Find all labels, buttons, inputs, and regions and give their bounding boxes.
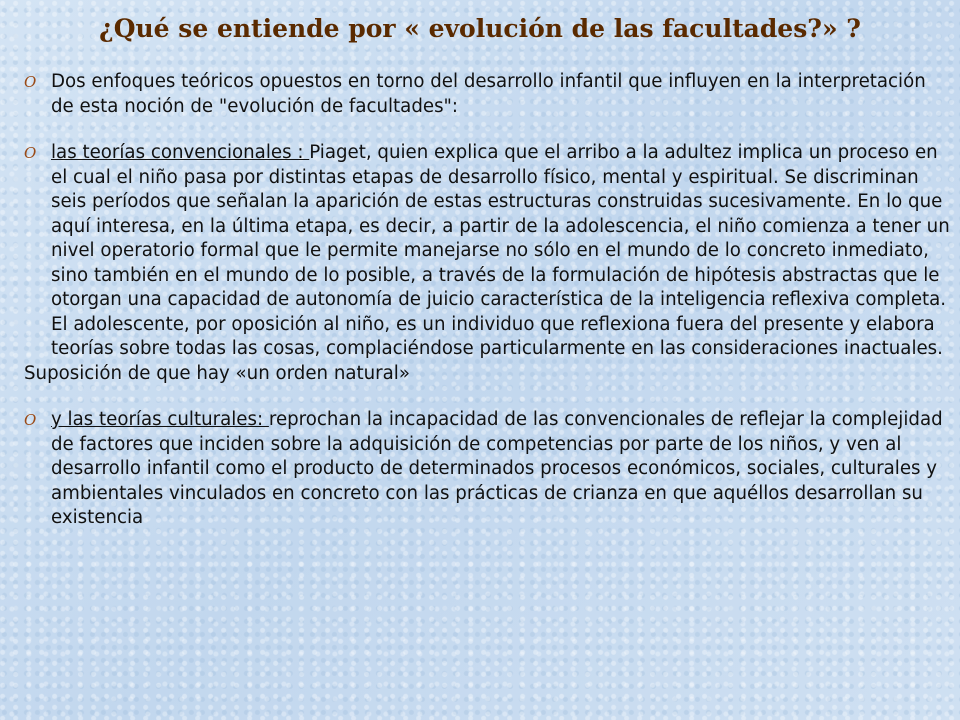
slide-title: ¿Qué se entiende por « evolución de las facultades?» ? [99,14,861,43]
bullet-icon: O [24,411,37,429]
note-orden-natural: Suposición de que hay «un orden natural» [24,362,410,384]
bullet-item-teorias-convencionales [24,141,954,362]
bullet-text: Piaget, quien explica que el arribo a la adultez implica un proceso en el cual el niño pasa por distintas etapas de desarrollo físico, mental y espiritual. Se discriminan seis períodos que señalan la aparición de estas estructuras construidas sucesivamente. En lo que aquí interesa, en la última etapa, es decir, a partir de la adolescencia, el niño comienza a tener un nivel operatorio formal que le permite manejarse no sólo en el mundo de lo concreto inmediato, sino también en el mundo de lo posible, a través de la formulación de hipótesis abstractas que le otorgan una capacidad de autonomía de juicio característica de la inteligencia reflexiva completa. El adolescente, por oposición al niño, es un individuo que reflexiona fuera del presente y elabora teorías sobre todas las cosas, complaciéndose particularmente en las consideraciones inactuales. [51,142,950,359]
bullet-icon: O [24,144,37,162]
slide-body [24,70,954,531]
spacer [24,119,954,141]
bullet-icon: O [24,73,37,91]
bullet-item-enfoques [24,70,954,119]
bullet-text: reprochan la incapacidad de las convencionales de reflejar la complejidad de factores que inciden sobre la adquisición de competencias por parte de los niños, y ven al desarrollo infantil como el producto de determinados procesos económicos, sociales, culturales y ambientales vinculados en concreto con las prácticas de crianza en que aquéllos desarrollan su existencia [51,409,943,528]
bullet-item-teorias-culturales [24,408,954,531]
spacer [24,386,954,408]
bullet-text: Dos enfoques teóricos opuestos en torno del desarrollo infantil que influyen en la interpretación de esta noción de "evolución de facultades": [51,71,926,117]
bullet-lead: las teorías convencionales : [51,142,310,163]
bullet-lead: y las teorías culturales: [51,409,269,430]
